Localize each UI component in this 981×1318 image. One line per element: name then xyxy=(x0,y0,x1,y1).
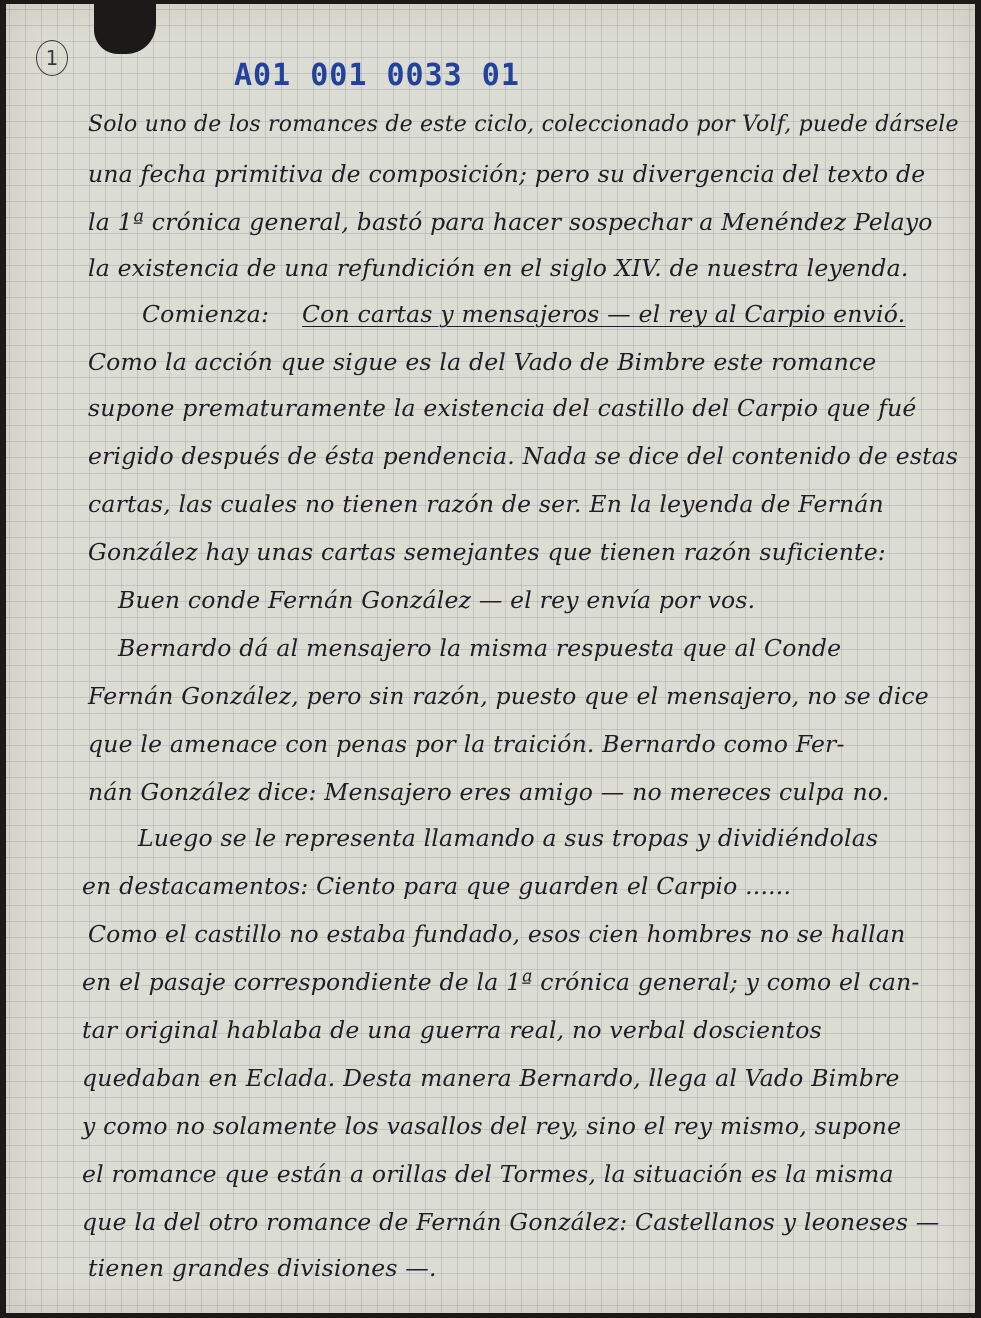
handwritten-line-22: y como no solamente los vasallos del rey, sino el rey mismo, supone xyxy=(82,1112,902,1140)
handwritten-line-2: una fecha primitiva de composición; pero su divergencia del texto de xyxy=(88,160,926,188)
handwritten-line-10: González hay unas cartas semejantes que tienen razón suficiente: xyxy=(88,538,886,566)
handwritten-line-9: cartas, las cuales no tienen razón de ser. En la leyenda de Fernán xyxy=(88,490,884,518)
punched-hole xyxy=(94,4,156,54)
handwritten-line-16: Luego se le representa llamando a sus tropas y dividiéndolas xyxy=(138,824,879,852)
handwritten-line-15: nán González dice: Mensajero eres amigo — no mereces culpa no. xyxy=(88,778,890,806)
archive-stamp: A01 001 0033 01 xyxy=(234,58,520,93)
handwritten-line-21: quedaban en Eclada. Desta manera Bernardo, llega al Vado Bimbre xyxy=(82,1064,900,1092)
handwritten-line-3: la 1ª crónica general, bastó para hacer sospechar a Menéndez Pelayo xyxy=(88,208,933,236)
handwritten-line-6: Como la acción que sigue es la del Vado de Bimbre este romance xyxy=(88,348,877,376)
handwritten-line-17: en destacamentos: Ciento para que guarden el Carpio ...... xyxy=(82,872,792,900)
notebook-page xyxy=(6,4,975,1313)
handwritten-line-24: que la del otro romance de Fernán González: Castellanos y leoneses — xyxy=(82,1208,940,1236)
handwritten-line-5-label: Comienza: xyxy=(142,300,270,328)
handwritten-line-23: el romance que están a orillas del Tormes, la situación es la misma xyxy=(82,1160,894,1188)
handwritten-line-8: erigido después de ésta pendencia. Nada se dice del contenido de estas xyxy=(88,442,959,470)
handwritten-line-13: Fernán González, pero sin razón, puesto que el mensajero, no se dice xyxy=(88,682,929,710)
handwritten-line-20: tar original hablaba de una guerra real, no verbal doscientos xyxy=(82,1016,822,1044)
handwritten-line-18: Como el castillo no estaba fundado, esos cien hombres no se hallan xyxy=(88,920,906,948)
handwritten-line-19: en el pasaje correspondiente de la 1ª crónica general; y como el can- xyxy=(82,968,920,996)
handwritten-line-25: tienen grandes divisiones —. xyxy=(88,1254,437,1282)
handwritten-line-14: que le amenace con penas por la traición. Bernardo como Fer- xyxy=(88,730,845,758)
handwritten-line-11: Buen conde Fernán González — el rey envía por vos. xyxy=(118,586,756,614)
handwritten-line-7: supone prematuramente la existencia del castillo del Carpio que fué xyxy=(88,394,917,422)
handwritten-line-1: Solo uno de los romances de este ciclo, coleccionado por Volf, puede dársele xyxy=(88,112,959,137)
handwritten-line-4: la existencia de una refundición en el siglo XIV. de nuestra leyenda. xyxy=(88,254,909,282)
handwritten-line-5-quote: Con cartas y mensajeros — el rey al Carpio envió. xyxy=(302,300,906,328)
page-number-circled: 1 xyxy=(36,40,68,76)
handwritten-line-12: Bernardo dá al mensajero la misma respuesta que al Conde xyxy=(118,634,842,662)
